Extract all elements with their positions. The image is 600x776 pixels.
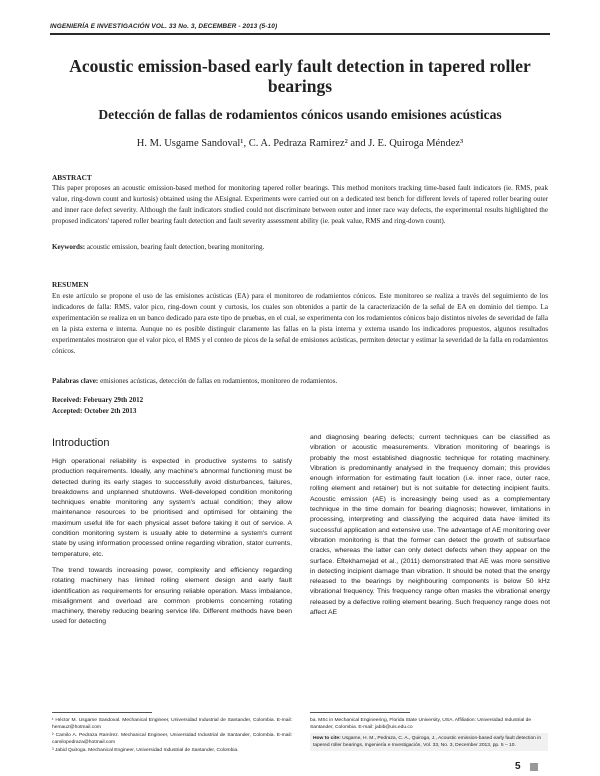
palabras-text: emisiones acústicas, detección de fallas en rodamientos, monitoreo de rodamientos. — [98, 377, 338, 385]
footnote-3: ³ Jabid Quiroga. Mechanical Engineer, Universidad Industrial de Santander, Colombia. — [52, 748, 239, 753]
header-rule — [50, 33, 550, 35]
footnote-1: ¹ Héctor M. Usgame Sandoval. Mechanical Engineer, Universidad Industrial de Santander, Colombia. E-mail: hemau2@hotmail.com — [52, 718, 292, 730]
received-date: Received: February 29th 2012 — [52, 396, 144, 404]
resumen-heading: RESUMEN — [52, 280, 89, 289]
palabras-clave — [52, 376, 548, 387]
how-to-cite-text: Usgame, H. M., Pedraza, C. A., Quiroga, J., Acoustic emission-based early fault detection in tapered roller bearings, Ingeniería e Investigación, Vol. 33, No. 3, December 2013, pp. 5 – 10. — [313, 736, 542, 748]
footnote-2: ² Camilo A. Pedraza Ramírez. Mechanical Engineer, Universidad Industrial de Santander, Colombia. E-mail: camilopedraza@hotmail.com — [52, 733, 292, 745]
keywords — [52, 242, 548, 253]
page-number: 5 — [515, 761, 521, 772]
intro-paragraph-2: The trend towards increasing power, complexity and efficiency regarding rotating machinery has limited rolling element design and early fault identification as requirements for ensuring reliable operation. Mass imbalance, misalignment and overload are common problems concerning rotating machinery, thereby reducing bearing service life. Different methods have been used for detecting — [52, 566, 292, 626]
right-column — [310, 433, 550, 624]
accepted-date: Accepted: October 2th 2013 — [52, 407, 137, 415]
journal-header: INGENIERÍA E INVESTIGACIÓN VOL. 33 No. 3, DECEMBER - 2013 (5-10) — [50, 23, 278, 30]
palabras-label: Palabras clave: — [52, 377, 99, 385]
footnote-rule-left — [52, 712, 152, 713]
paper-authors: H. M. Usgame Sandoval¹, C. A. Pedraza Ramirez² and J. E. Quiroga Méndez³ — [136, 138, 464, 149]
footnotes — [52, 717, 292, 755]
abstract-heading: ABSTRACT — [52, 173, 92, 182]
how-to-cite — [310, 733, 548, 751]
keywords-text: acoustic emission, bearing fault detection, bearing monitoring. — [85, 243, 265, 251]
page-marker — [530, 763, 538, 771]
paper-title: Acoustic emission-based early fault detection in tapered roller bearings — [69, 56, 531, 96]
footnote-rule-right — [310, 712, 410, 713]
footnote-continued: ba. MSc in Mechanical Engineering, Florida State University, USA. Affiliation: Universidad Industrial de Santander, Colombia. E-mail: jabib@uis.edu.co — [310, 718, 532, 730]
left-column — [52, 433, 292, 634]
keywords-label: Keywords: — [52, 243, 86, 251]
resumen-text: En este artículo se propone el uso de las emisiones acústicas (EA) para el monitoreo de rodamientos cónicos. Este monitoreo se realiza a través del seguimiento de los indicadores de falla: RMS, valor pico, ring-down count y curtosis, los cuales son obtenidos a partir de la caracterización de la señal de EA en dominio del tiempo. La experimentación se realiza en un banco dedicado para este tipo de pruebas, en el cual, se experimenta con los rodamientos cónicos bajo distintos niveles de severidad de falla en la pista externa e interna. Aunque no es posible distinguir claramente las fallas en la pista interna y externa usando los indicadores propuestos, algunos resultados experimentales mostraron que el valor pico, el RMS y el conteo de picos de la señal de emisiones acústicas, permiten detectar y estimar la severidad de la falla en rodamientos cónicos. — [52, 292, 548, 355]
intro-paragraph-1: High operational reliability is expected in productive systems to satisfy production requirements. Ideally, any machine's abnormal functioning must be detected during its early stages to successfully avoid disturbances, failures, breakdowns and unplanned shutdowns. Well-developed condition monitoring techniques enable monitoring any system's actual condition; they allow maintenance resources to be prioritised and optimised for obtaining the maximum useful life for each physical asset before taking it out of service. A condition monitoring system is usually able to determine a system's current state by using information processed online regarding vibration, stator currents, temperature, etc. — [52, 458, 292, 558]
abstract-text: This paper proposes an acoustic emission-based method for monitoring tapered roller bearings. This method monitors tracking time-based fault indicators (ie. RMS, peak value, ring-down count and kurtosis) obtained using the AEsignal. Experiments were carried out on a dedicated test bench for different levels of tapered roller bearing outer and inner race defect severity. Although the fault indicators studied could not discriminate between outer and inner race way defects, the experimental results highlighted the proposed indicators' tapered roller bearing fault detection and fault severity assessment ability (ie. peak value, RMS and ring-down count). — [52, 184, 548, 225]
introduction-heading: Introduction — [52, 437, 110, 449]
how-to-cite-label: How to cite: — [313, 736, 341, 741]
paper-subtitle: Detección de fallas de rodamientos cónicos usando emisiones acústicas — [98, 107, 502, 122]
intro-paragraph-3: and diagnosing bearing defects; current techniques can be classified as vibration or acoustic measurements. Vibration monitoring of bearings is probably the most established diagnostic technique for rotating machinery. Vibration is predominantly analysed in the frequency domain; this provides enough information for estimating fault location (i.e. inner race, outer race, rolling element and retainer) but is not suitable for detecting incipient faults. Acoustic emission (AE) is increasingly being used as a complementary technique in the time domain for bearing diagnosis; however, limitations in processing, interpreting and classifying the acquired data have limited its successful application and extensive use. The advantage of AE monitoring over vibration monitoring is that the former can detect the growth of subsurface cracks, whereas the latter can only detect defects when they appear on the surface. Eftekharnejad et al., (2011) demonstrated that AE was more sensitive in detecting incipient damage than vibration. It should be noted that the energy released to the bearings by neighbouring components is below 50 kHz vibrational frequency. This frequency range often masks the vibrational energy released by a defective rolling element bearing. Such frequency range does not affect AE — [310, 434, 550, 617]
